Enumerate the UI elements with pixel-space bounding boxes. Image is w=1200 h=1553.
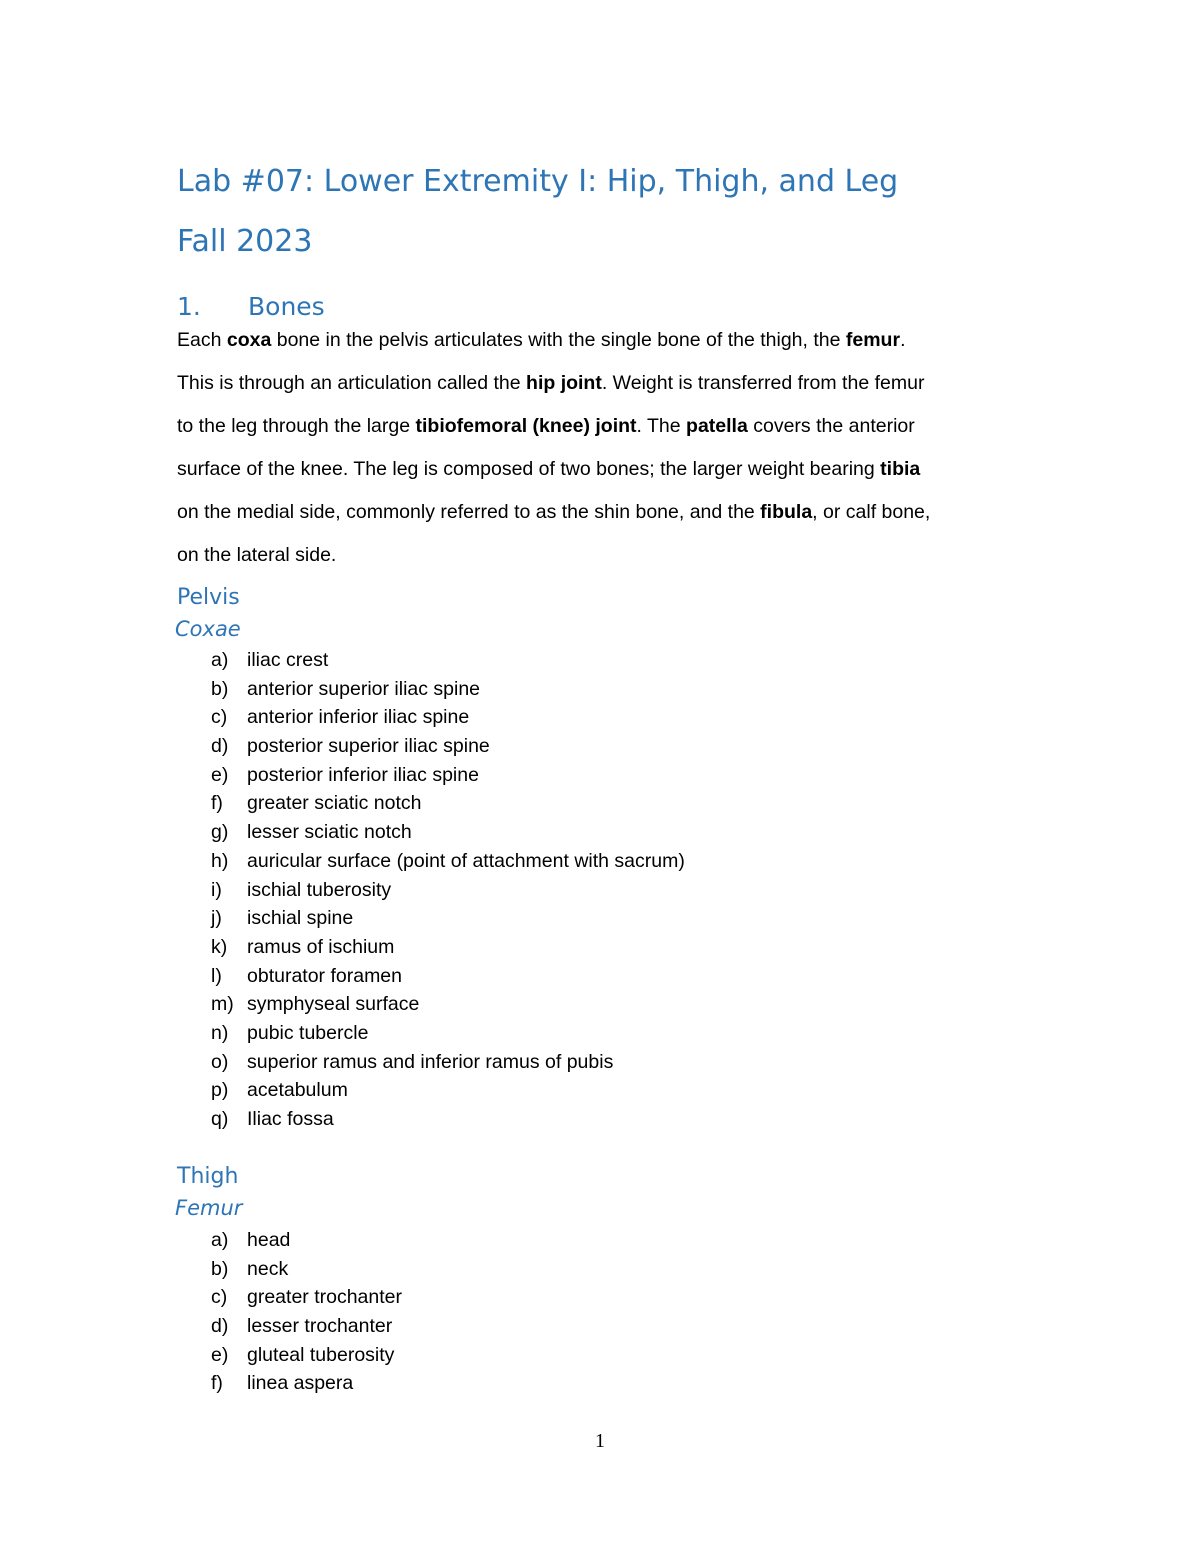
list-item [0, 732, 1200, 761]
list-item-text: greater trochanter [247, 1286, 403, 1309]
list-marker: p) [211, 1079, 229, 1102]
list-item [0, 1105, 1200, 1134]
section-number: 1. [177, 292, 201, 321]
list-item-text: ramus of ischium [247, 935, 395, 958]
list-item-text: gluteal tuberosity [247, 1343, 395, 1366]
list-item-text: Iliac fossa [247, 1108, 334, 1130]
term-patella: patella [686, 415, 748, 437]
list-item [0, 761, 1200, 790]
list-item [0, 962, 1200, 991]
list-marker: k) [211, 935, 228, 958]
list-item-text: posterior superior iliac spine [247, 735, 490, 758]
list-item [0, 703, 1200, 732]
coxae-landmark-list [0, 646, 1200, 1134]
list-item [0, 1341, 1200, 1370]
paragraph-line: on the lateral side. [177, 544, 337, 566]
pelvis-heading: Pelvis [177, 585, 240, 610]
list-marker: c) [211, 706, 228, 729]
list-item [0, 1369, 1200, 1398]
list-marker: f) [211, 792, 223, 815]
list-item-text: superior ramus and inferior ramus of pubis [247, 1050, 614, 1073]
list-marker: c) [211, 1286, 228, 1309]
list-item-text: ischial spine [247, 907, 354, 930]
list-item-text: anterior inferior iliac spine [247, 706, 470, 729]
list-marker: q) [211, 1108, 229, 1130]
term-tibia: tibia [880, 458, 921, 480]
list-marker: j) [211, 907, 222, 930]
list-item-text: neck [247, 1257, 289, 1280]
list-item-text: ischial tuberosity [247, 878, 392, 901]
list-item [0, 1312, 1200, 1341]
list-item [0, 818, 1200, 847]
page-number: 1 [595, 1430, 605, 1452]
list-item-text: lesser sciatic notch [247, 821, 412, 844]
list-item [0, 789, 1200, 818]
document-term: Fall 2023 [177, 224, 313, 259]
list-item-text: linea aspera [247, 1372, 354, 1395]
paragraph-line: on the medial side, commonly referred to as the shin bone, and the fibula, or calf bone, [177, 501, 931, 523]
list-marker: n) [211, 1021, 229, 1044]
thigh-heading: Thigh [177, 1164, 239, 1189]
term-femur: femur [845, 329, 901, 351]
paragraph-line: surface of the knee. The leg is composed of two bones; the larger weight bearing tibia [177, 458, 921, 480]
term-fibula: fibula [760, 501, 813, 523]
coxae-subheading: Coxae [175, 617, 241, 641]
list-item-text: acetabulum [247, 1079, 348, 1102]
list-item [0, 904, 1200, 933]
list-item-text: iliac crest [247, 649, 329, 671]
list-item [0, 990, 1200, 1019]
list-item-text: anterior superior iliac spine [247, 677, 481, 700]
list-item [0, 1076, 1200, 1105]
femur-landmark-list [0, 1226, 1200, 1398]
list-marker: b) [211, 677, 229, 700]
list-item [0, 646, 1200, 675]
term-coxa: coxa [226, 329, 272, 351]
list-marker: h) [211, 849, 229, 872]
paragraph-line: Each coxa bone in the pelvis articulates with the single bone of the thigh, the femur. [177, 329, 906, 351]
list-marker: i) [211, 878, 222, 901]
list-item-text: pubic tubercle [247, 1021, 369, 1044]
list-marker: m) [211, 993, 234, 1016]
list-item [0, 1283, 1200, 1312]
list-item-text: greater sciatic notch [247, 792, 422, 815]
list-marker: o) [211, 1050, 229, 1073]
list-item-text: auricular surface (point of attachment with sacrum) [247, 849, 685, 872]
list-marker: f) [211, 1372, 223, 1395]
list-marker: d) [211, 1315, 229, 1338]
bones-paragraph [177, 326, 1037, 584]
list-marker: a) [211, 1229, 229, 1251]
list-item [0, 1226, 1200, 1255]
list-marker: b) [211, 1257, 229, 1280]
list-item-text: obturator foramen [247, 964, 403, 987]
list-item [0, 1048, 1200, 1077]
list-marker: a) [211, 649, 229, 671]
list-item [0, 1019, 1200, 1048]
term-hip-joint: hip joint [526, 372, 602, 394]
section-title: Bones [248, 292, 325, 321]
list-item [0, 1255, 1200, 1284]
document-title: Lab #07: Lower Extremity I: Hip, Thigh, and Leg [177, 164, 899, 199]
term-knee-joint: tibiofemoral (knee) joint [415, 415, 637, 437]
list-item-text: symphyseal surface [247, 993, 420, 1016]
paragraph-line: to the leg through the large tibiofemoral (knee) joint. The patella covers the anterior [177, 415, 915, 437]
list-marker: l) [211, 964, 222, 987]
femur-subheading: Femur [175, 1196, 243, 1220]
list-item [0, 675, 1200, 704]
list-marker: e) [211, 1343, 229, 1366]
section-heading-bones [177, 292, 325, 321]
paragraph-line: This is through an articulation called the hip joint. Weight is transferred from the femur [177, 372, 925, 394]
list-marker: d) [211, 735, 229, 758]
list-item-text: head [247, 1229, 291, 1251]
list-item-text: lesser trochanter [247, 1315, 393, 1338]
list-marker: e) [211, 763, 229, 786]
list-item [0, 847, 1200, 876]
list-item-text: posterior inferior iliac spine [247, 763, 479, 786]
list-item [0, 876, 1200, 905]
list-marker: g) [211, 821, 229, 844]
list-item [0, 933, 1200, 962]
